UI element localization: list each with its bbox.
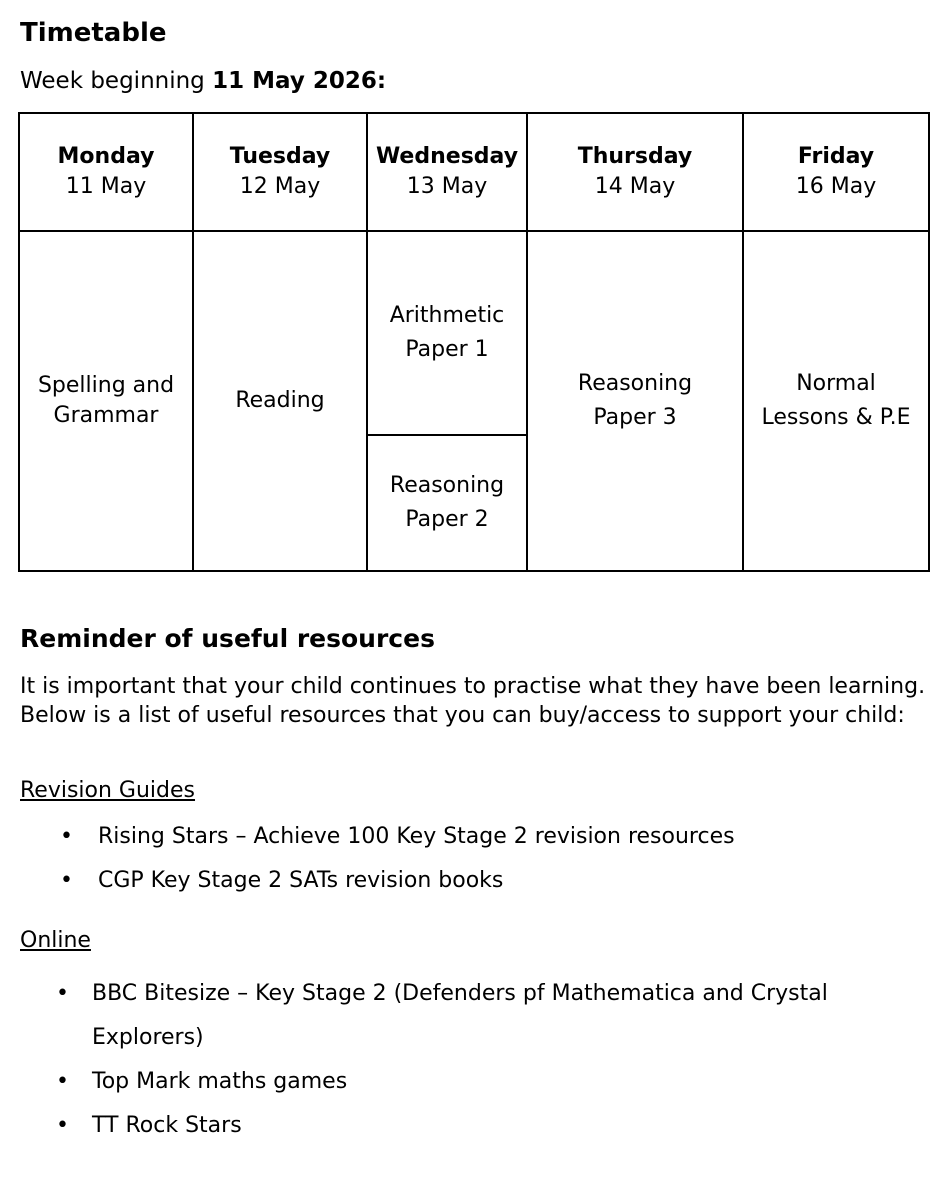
cell-wednesday-activity-1	[367, 231, 527, 436]
list-item	[56, 1104, 856, 1148]
bullet-icon: •	[56, 1069, 69, 1094]
resources-intro: It is important that your child continues to practise what they have been learning. Below is a list of useful resources that you can buy/access to support your child:	[20, 674, 926, 728]
activity-line: Reasoning	[389, 473, 505, 499]
list-item	[60, 822, 920, 866]
timetable-table	[18, 112, 930, 572]
timetable-heading: Timetable	[20, 18, 167, 48]
day-name: Wednesday	[375, 143, 519, 169]
day-date: 13 May	[406, 173, 488, 199]
cell-tuesday-activity	[193, 231, 367, 571]
week-beginning	[20, 66, 386, 96]
activity-line: Lessons & P.E	[761, 404, 911, 430]
activity-line: Reasoning	[577, 370, 693, 396]
list-item	[56, 972, 856, 1060]
day-date: 11 May	[65, 173, 147, 199]
activity-line: Arithmetic	[389, 302, 505, 328]
online-heading: Online	[20, 928, 91, 953]
resources-heading: Reminder of useful resources	[20, 624, 435, 653]
cell-wednesday-activity-2	[367, 435, 527, 571]
list-item-text: BBC Bitesize – Key Stage 2 (Defenders pf Mathematica and Crystal Explorers)	[92, 981, 828, 1050]
activity-line: Paper 3	[593, 404, 677, 430]
header-cell-tuesday	[193, 113, 367, 231]
activity-line: Paper 2	[405, 507, 489, 533]
list-item-text: Top Mark maths games	[92, 1069, 348, 1094]
day-date: 14 May	[594, 173, 676, 199]
header-cell-wednesday	[367, 113, 527, 231]
day-date: 12 May	[239, 173, 321, 199]
list-item	[60, 866, 920, 910]
activity-line: Normal	[796, 370, 876, 396]
header-cell-friday	[743, 113, 929, 231]
week-date: 11 May 2026:	[212, 68, 387, 94]
timetable-header-row	[19, 113, 929, 231]
header-cell-thursday	[527, 113, 743, 231]
bullet-icon: •	[60, 824, 73, 849]
cell-monday-activity	[19, 231, 193, 571]
activity-line: Spelling and	[37, 372, 175, 398]
day-name: Friday	[797, 143, 875, 169]
revision-guides-heading: Revision Guides	[20, 778, 196, 803]
activity-line: Paper 1	[405, 336, 489, 362]
activity-line: Reading	[235, 387, 325, 413]
timetable-row	[19, 231, 929, 436]
list-item-text: CGP Key Stage 2 SATs revision books	[98, 868, 504, 893]
revision-guides-list	[60, 822, 920, 910]
bullet-icon: •	[56, 981, 69, 1006]
week-prefix: Week beginning	[20, 68, 213, 94]
activity-line: Grammar	[53, 402, 159, 428]
day-name: Thursday	[577, 143, 693, 169]
day-name: Monday	[57, 143, 155, 169]
header-cell-monday	[19, 113, 193, 231]
day-name: Tuesday	[229, 143, 331, 169]
cell-friday-activity	[743, 231, 929, 571]
list-item	[56, 1060, 856, 1104]
list-item-text: TT Rock Stars	[92, 1113, 242, 1138]
online-resources-list	[56, 972, 856, 1148]
cell-thursday-activity	[527, 231, 743, 571]
bullet-icon: •	[60, 868, 73, 893]
bullet-icon: •	[56, 1113, 69, 1138]
day-date: 16 May	[795, 173, 877, 199]
list-item-text: Rising Stars – Achieve 100 Key Stage 2 revision resources	[98, 824, 735, 849]
